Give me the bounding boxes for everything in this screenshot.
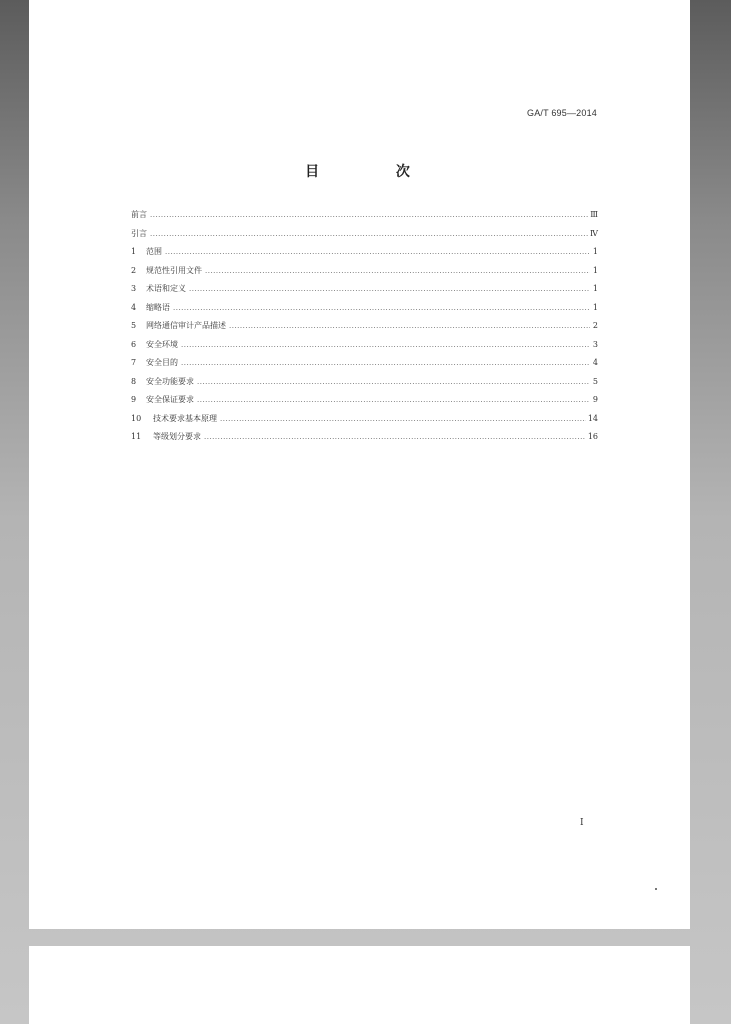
- toc-entry-number: 1: [131, 247, 137, 256]
- toc-entry-page: Ⅳ: [590, 228, 598, 238]
- toc-entry-page: 14: [587, 413, 598, 423]
- toc-entry-page: 5: [592, 376, 598, 386]
- toc-entry-number: 5: [131, 321, 137, 330]
- toc-entry-label: 安全目的: [146, 358, 178, 367]
- toc-entry-page: 4: [592, 358, 598, 367]
- toc-entry-label: 技术要求基本原理: [153, 413, 217, 423]
- toc-entry-page: Ⅲ: [590, 210, 598, 219]
- toc-entry-number: 4: [131, 302, 137, 312]
- toc-dot-leader: [181, 341, 590, 349]
- toc-entry-number: 11: [131, 432, 142, 441]
- toc-entry-label: 安全保证要求: [146, 395, 194, 404]
- toc-dot-leader: [189, 285, 590, 293]
- toc-entry-label: 安全环境: [146, 339, 178, 349]
- toc-dot-leader: [150, 211, 588, 219]
- toc-dot-leader: [197, 378, 590, 386]
- toc-entry-page: 2: [592, 321, 598, 330]
- toc-entry-number: 10: [131, 413, 142, 423]
- standard-code: GA/T 695—2014: [527, 108, 597, 118]
- next-document-page: [29, 946, 690, 1024]
- toc-entry-label: 范围: [146, 247, 162, 256]
- toc-dot-leader: [173, 304, 590, 312]
- table-of-contents: [131, 209, 598, 450]
- toc-entry-number: 7: [131, 358, 137, 367]
- toc-entry-label: 等级划分要求: [153, 432, 201, 441]
- toc-title: 目 次: [305, 164, 446, 180]
- toc-entry-foreword[interactable]: [131, 209, 598, 228]
- toc-entry-number: 6: [131, 339, 137, 349]
- toc-entry-number: 3: [131, 284, 137, 293]
- toc-dot-leader: [165, 248, 590, 256]
- toc-dot-leader: [204, 433, 586, 441]
- toc-entry-page: 9: [592, 395, 598, 404]
- toc-dot-leader: [181, 359, 590, 367]
- toc-entry-label: 规范性引用文件: [146, 265, 202, 275]
- toc-entry-number: 9: [131, 395, 137, 404]
- toc-entry-page: 1: [592, 247, 598, 256]
- page-number: I: [580, 818, 584, 828]
- toc-entry-label: 引言: [131, 228, 147, 238]
- toc-entry-page: 16: [587, 432, 598, 441]
- toc-entry-introduction[interactable]: [131, 228, 598, 247]
- toc-entry-number: 8: [131, 376, 137, 386]
- toc-dot-leader: [150, 230, 588, 238]
- toc-entry-6[interactable]: [131, 339, 598, 358]
- toc-entry-8[interactable]: [131, 376, 598, 395]
- toc-entry-page: 1: [592, 265, 598, 275]
- toc-entry-11[interactable]: [131, 431, 598, 450]
- toc-entry-9[interactable]: [131, 394, 598, 413]
- toc-dot-leader: [229, 322, 590, 330]
- toc-entry-label: 安全功能要求: [146, 376, 194, 386]
- toc-entry-label: 术语和定义: [146, 284, 186, 293]
- toc-entry-label: 前言: [131, 210, 147, 219]
- toc-entry-page: 3: [592, 339, 598, 349]
- document-page: [29, 0, 690, 929]
- toc-dot-leader: [197, 396, 590, 404]
- toc-entry-5[interactable]: [131, 320, 598, 339]
- toc-entry-1[interactable]: [131, 246, 598, 265]
- toc-entry-4[interactable]: [131, 302, 598, 321]
- toc-entry-label: 网络通信审计产品描述: [146, 321, 226, 330]
- toc-entry-3[interactable]: [131, 283, 598, 302]
- scan-artifact: [655, 888, 657, 890]
- toc-entry-7[interactable]: [131, 357, 598, 376]
- toc-entry-page: 1: [592, 302, 598, 312]
- toc-entry-10[interactable]: [131, 413, 598, 432]
- toc-entry-label: 缩略语: [146, 302, 170, 312]
- toc-dot-leader: [205, 267, 590, 275]
- toc-dot-leader: [220, 415, 586, 423]
- toc-entry-number: 2: [131, 265, 137, 275]
- toc-entry-2[interactable]: [131, 265, 598, 284]
- toc-entry-page: 1: [592, 284, 598, 293]
